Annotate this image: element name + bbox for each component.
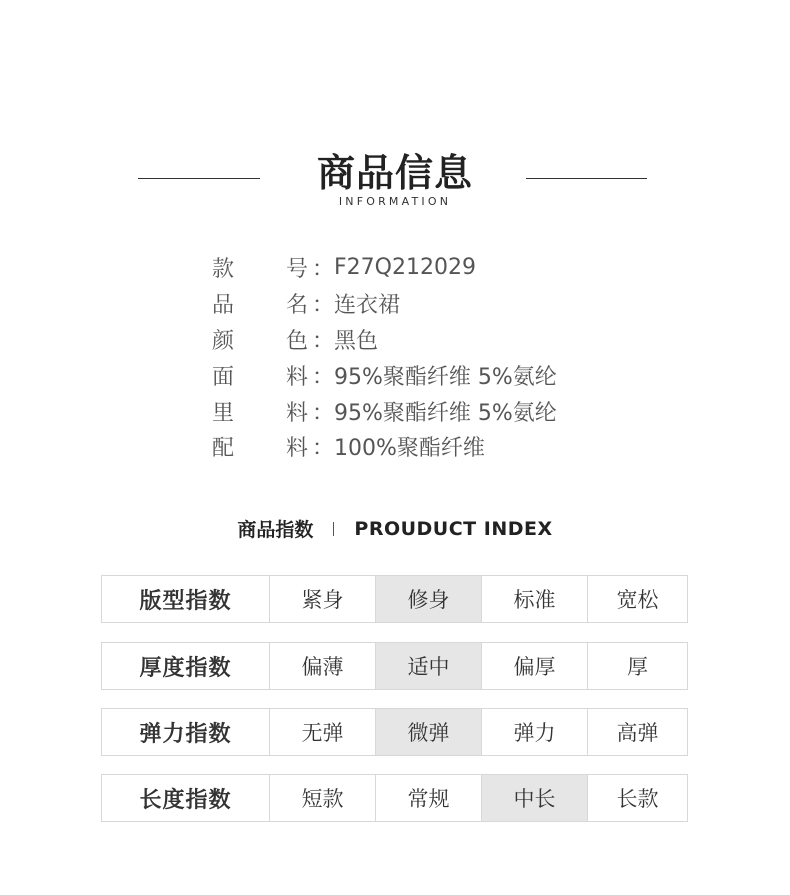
- info-label: 里 料 ：: [212, 400, 334, 426]
- index-table: [101, 642, 688, 690]
- index-option: 厚: [627, 655, 648, 679]
- index-option: 宽松: [616, 588, 659, 612]
- info-row-trim: [212, 429, 557, 465]
- info-row-color: [212, 322, 557, 358]
- index-table: [101, 708, 688, 756]
- product-info-list: [212, 250, 557, 465]
- index-option-selected: 适中: [376, 643, 482, 689]
- info-label: 品 名 ：: [212, 293, 334, 319]
- index-option: 常规: [376, 775, 482, 821]
- info-value: 连衣裙: [334, 293, 401, 319]
- index-option: 偏薄: [270, 643, 376, 689]
- index-table: [101, 774, 688, 822]
- index-name: 长度指数: [102, 775, 270, 821]
- info-label: 颜 色 ：: [212, 328, 334, 354]
- info-label: 配 料 ：: [212, 436, 334, 462]
- index-option: 弹力: [482, 709, 588, 755]
- info-value: 100%聚酯纤维: [334, 436, 485, 462]
- product-index-heading: [0, 515, 790, 542]
- index-option: 高弹: [616, 721, 659, 745]
- info-value: 95%聚酯纤维 5%氨纶: [334, 400, 557, 426]
- index-option-selected: 微弹: [376, 709, 482, 755]
- info-label: 面 料 ：: [212, 364, 334, 390]
- info-label: 款 号 ：: [212, 257, 334, 283]
- index-option-selected: 修身: [376, 576, 482, 622]
- index-name: 版型指数: [102, 576, 270, 622]
- info-row-lining: [212, 393, 557, 429]
- index-option-selected: 中长: [482, 775, 588, 821]
- info-value: 95%聚酯纤维 5%氨纶: [334, 364, 557, 390]
- info-row-fabric: [212, 357, 557, 393]
- index-option: 长款: [616, 787, 659, 811]
- index-heading-cn: 商品指数: [237, 519, 314, 541]
- index-table: [101, 575, 688, 623]
- index-name: 厚度指数: [102, 643, 270, 689]
- info-value: 黑色: [334, 328, 379, 354]
- info-row-style-number: [212, 250, 557, 286]
- title-divider-right: [526, 178, 647, 179]
- index-name: 弹力指数: [102, 709, 270, 755]
- info-value: F27Q212029: [334, 255, 476, 281]
- section-subtitle: INFORMATION: [338, 195, 452, 208]
- index-option: 短款: [270, 775, 376, 821]
- section-title: 商品信息: [316, 151, 473, 195]
- index-option: 偏厚: [482, 643, 588, 689]
- index-option: 无弹: [270, 709, 376, 755]
- index-option: 标准: [482, 576, 588, 622]
- index-heading-en: PROUDUCT INDEX: [354, 517, 553, 540]
- heading-separator: [333, 522, 334, 536]
- info-row-product-name: [212, 286, 557, 322]
- index-option: 紧身: [270, 576, 376, 622]
